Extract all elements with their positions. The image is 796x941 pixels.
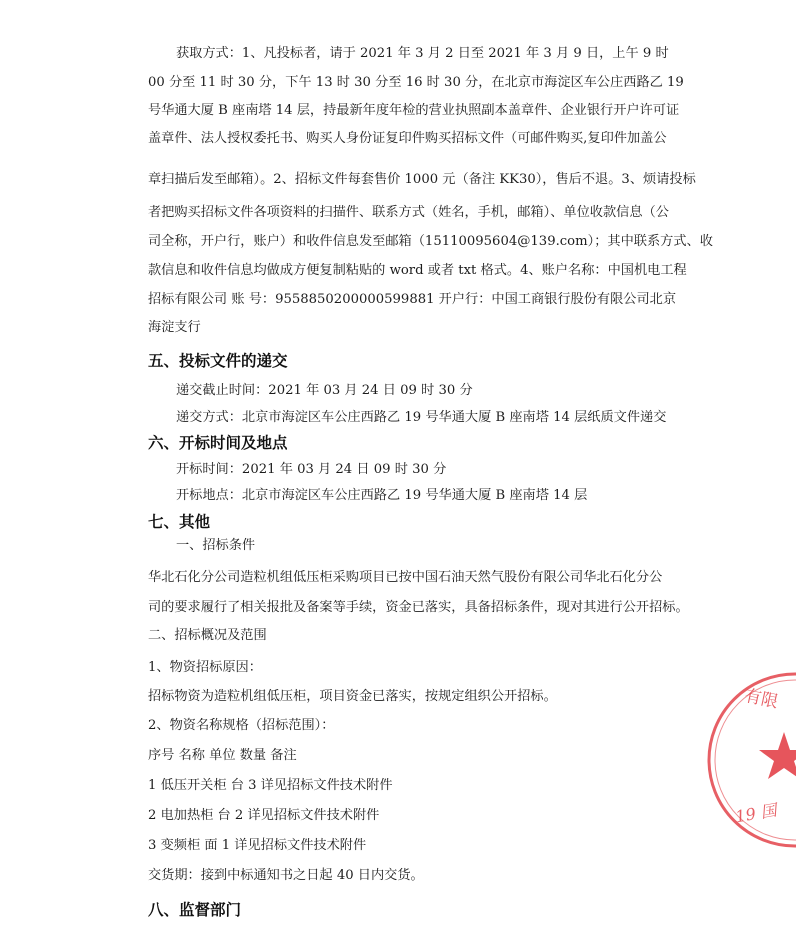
- body-line: 华北石化分公司造粒机组低压柜采购项目已按中国石油天然气股份有限公司华北石化分公: [148, 570, 663, 585]
- paragraph-1-line: 司全称，开户行，账户）和收件信息发至邮箱（15110095604@139.com）；其中联系方式、收: [148, 234, 713, 249]
- submission-method: 递交方式：北京市海淀区车公庄西路乙 19 号华通大厦 B 座南塔 14 层纸质文件递交: [176, 410, 667, 425]
- body-line: 司的要求履行了相关报批及备案等手续，资金已落实，具备招标条件，现对其进行公开招标。: [148, 600, 689, 615]
- subsection-title: 一、招标条件: [176, 538, 256, 553]
- paragraph-1-line: 获取方式：1、凡投标者，请于 2021 年 3 月 2 日至 2021 年 3 月 9 日，上午 9 时: [176, 46, 669, 61]
- paragraph-1-line: 海淀支行: [148, 320, 201, 335]
- delivery-period: 交货期：接到中标通知书之日起 40 日内交货。: [148, 868, 424, 883]
- paragraph-1-line: 章扫描后发至邮箱）。2、招标文件每套售价 1000 元（备注 KK30），售后不退。3、烦请投标: [148, 172, 696, 187]
- company-seal: [690, 660, 796, 860]
- section-8-heading: 八、监督部门: [148, 901, 242, 919]
- table-row: 3 变频柜 面 1 详见招标文件技术附件: [148, 838, 367, 853]
- subsection-title: 二、招标概况及范围: [148, 628, 267, 643]
- paragraph-1-line: 款信息和收件信息均做成方便复制粘贴的 word 或者 txt 格式。4、账户名称：中国机电工程: [148, 263, 687, 278]
- paragraph-1-line: 盖章件、法人授权委托书、购买人身份证复印件购买招标文件（可邮件购买,复印件加盖公: [148, 131, 667, 146]
- opening-location: 开标地点：北京市海淀区车公庄西路乙 19 号华通大厦 B 座南塔 14 层: [176, 488, 588, 503]
- table-row: 1 低压开关柜 台 3 详见招标文件技术附件: [148, 778, 393, 793]
- seal-text-bottom: 19 国: [733, 800, 779, 827]
- body-line: 1、物资招标原因：: [148, 660, 262, 675]
- body-line: 招标物资为造粒机组低压柜，项目资金已落实，按规定组织公开招标。: [148, 689, 557, 704]
- paragraph-1-line: 00 分至 11 时 30 分，下午 13 时 30 分至 16 时 30 分，在北京市海淀区车公庄西路乙 19: [148, 75, 684, 90]
- section-7-heading: 七、其他: [148, 513, 211, 531]
- section-6-heading: 六、开标时间及地点: [148, 434, 288, 452]
- paragraph-1-line: 者把购买招标文件各项资料的扫描件、联系方式（姓名，手机，邮箱）、单位收款信息（公: [148, 205, 669, 220]
- body-line: 2、物资名称规格（招标范围）：: [148, 718, 335, 733]
- paragraph-1-line: 招标有限公司 账 号：9558850200000599881 开户行：中国工商银行股份有限公司北京: [148, 292, 677, 307]
- seal-star-icon: [759, 732, 796, 779]
- seal-graphic: [690, 660, 796, 860]
- opening-time: 开标时间：2021 年 03 月 24 日 09 时 30 分: [176, 462, 447, 477]
- section-5-heading: 五、投标文件的递交: [148, 352, 288, 370]
- table-row: 2 电加热柜 台 2 详见招标文件技术附件: [148, 808, 380, 823]
- submission-deadline: 递交截止时间：2021 年 03 月 24 日 09 时 30 分: [176, 383, 473, 398]
- paragraph-1-line: 号华通大厦 B 座南塔 14 层，持最新年度年检的营业执照副本盖章件、企业银行开户许可证: [148, 103, 680, 118]
- table-header-line: 序号 名称 单位 数量 备注: [148, 748, 297, 763]
- seal-text-top: 有限: [742, 685, 780, 713]
